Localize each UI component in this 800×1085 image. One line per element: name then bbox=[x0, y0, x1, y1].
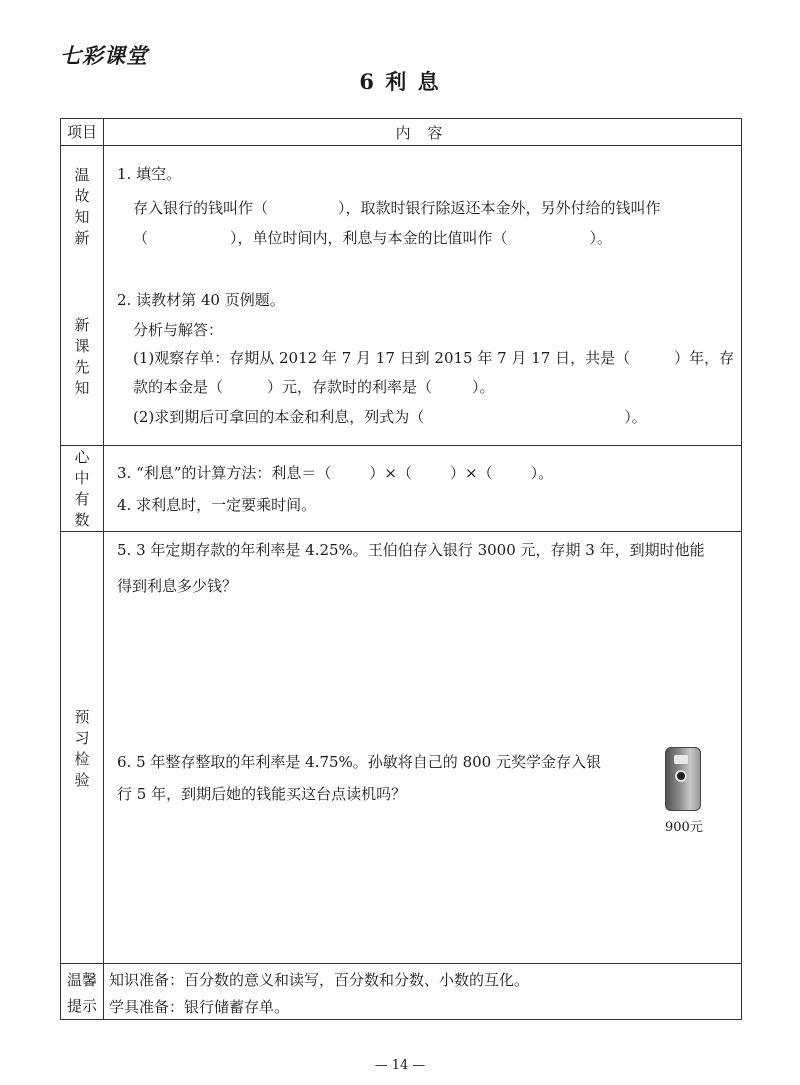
section-label-check: 预 习 检 验 bbox=[74, 708, 90, 789]
question-1-line: 存入银行的钱叫作（ ），取款时银行除返还本金外，另外付给的钱叫作 bbox=[133, 199, 661, 217]
question-5-line: 5. 3 年定期存款的年利率是 4.25%。王伯伯存入银行 3000 元，存期 3 年，到期时他能 bbox=[117, 541, 705, 559]
row-divider bbox=[61, 531, 741, 532]
question-3: 3. “利息”的计算方法：利息＝（ ）×（ ）×（ ）。 bbox=[117, 464, 554, 482]
row-divider bbox=[61, 963, 741, 964]
reading-pen-device-image bbox=[665, 747, 701, 811]
item-column-header: 项目 bbox=[66, 123, 97, 141]
question-6-line: 行 5 年，到期后她的钱能买这台点读机吗？ bbox=[117, 785, 407, 803]
page-number: — 14 — bbox=[374, 1058, 426, 1073]
page-title: 6 利 息 bbox=[359, 69, 441, 94]
section-label-tips: 温馨 提示 bbox=[66, 971, 97, 1015]
section-label-preview: 新 课 先 知 bbox=[74, 316, 90, 397]
row-divider bbox=[61, 145, 741, 146]
worksheet-table bbox=[60, 118, 742, 1020]
column-divider bbox=[103, 119, 104, 1019]
question-2-line: (2)求到期后可拿回的本金和利息，列式为（ ）。 bbox=[133, 408, 647, 426]
question-1-line: （ ），单位时间内，利息与本金的比值叫作（ ）。 bbox=[133, 229, 613, 247]
device-button bbox=[675, 770, 687, 782]
question-2-heading: 2. 读教材第 40 页例题。 bbox=[117, 291, 285, 309]
question-2-line: 分析与解答： bbox=[133, 321, 224, 339]
device-price: 900元 bbox=[665, 820, 703, 835]
tip-knowledge: 知识准备：百分数的意义和读写，百分数和分数、小数的互化。 bbox=[109, 971, 530, 989]
tip-tools: 学具准备：银行储蓄存单。 bbox=[109, 998, 290, 1016]
section-label-review: 温 故 知 新 bbox=[74, 166, 90, 247]
publisher-logo: 七彩课堂 bbox=[60, 44, 148, 68]
question-4: 4. 求利息时，一定要乘时间。 bbox=[117, 496, 317, 514]
row-divider bbox=[61, 445, 741, 446]
question-2-line: 款的本金是（ ）元，存款时的利率是（ ）。 bbox=[133, 378, 495, 396]
question-5-line: 得到利息多少钱？ bbox=[117, 577, 238, 595]
question-2-line: (1)观察存单：存期从 2012 年 7 月 17 日到 2015 年 7 月 17 日，共是（ ）年，存 bbox=[133, 349, 735, 367]
question-1-heading: 1. 填空。 bbox=[117, 165, 182, 183]
device-screen bbox=[674, 755, 688, 764]
content-column-header: 内 容 bbox=[395, 124, 449, 142]
question-6-line: 6. 5 年整存整取的年利率是 4.75%。孙敏将自己的 800 元奖学金存入银 bbox=[117, 753, 601, 771]
section-label-key-points: 心 中 有 数 bbox=[74, 448, 90, 529]
